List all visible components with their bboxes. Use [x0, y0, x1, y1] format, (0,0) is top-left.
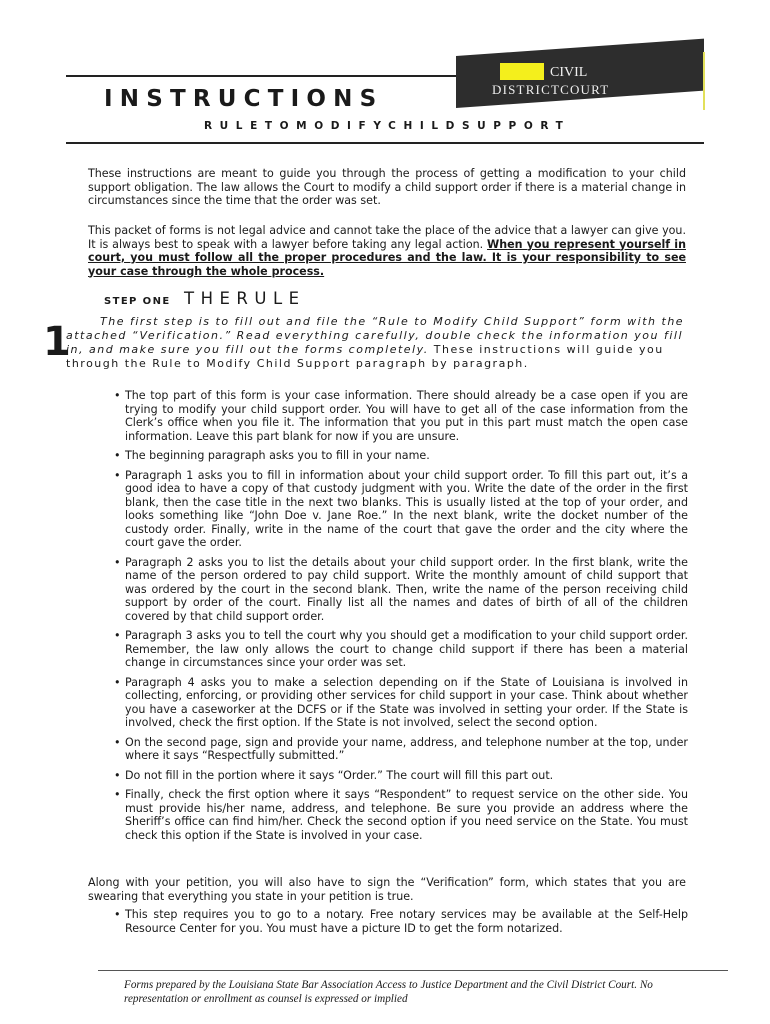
step-label: STEP ONE [104, 296, 171, 307]
page-subtitle: RULETOMODIFYCHILDSUPPORT [204, 120, 571, 132]
court-logo-yellow-block [500, 63, 544, 80]
step-intro-italic: The first step is to fill out and file the “Rule to Modify Child Support” form with the attached “Verification.” Read everything carefully, double check the information you fill in, and make sure you fill out the forms completely. [66, 315, 685, 356]
header-rule-top [66, 75, 456, 77]
intro-paragraph-1: These instructions are meant to guide you through the process of getting a modification to your child support obligation. The law allows the Court to modify a child support order if there is a material change in circumstances since the time that the order was set. [88, 167, 686, 207]
list-item: • Paragraph 1 asks you to fill in information about your child support order. To fill this part out, it’s a good idea to have a copy of that custody judgment with you. Write the date of the order in the first blank, then the case title in the next two blanks. This is usually listed at the top of your order, and looks something like “John Doe v. Jane Roe.” In the next blank, write the docket number of the custody order. Finally, write in the name of the court that gave the order and the city where the court gave the order. [114, 469, 688, 550]
list-item: • Paragraph 4 asks you to make a selection depending on if the State of Louisiana is involved in collecting, enforcing, or providing other services for child support in your case. Think about whether you have a caseworker at the DCFS or if the State was involved in setting your order. If the State is involved, check the first option. If the State is not involved, select the second option. [114, 676, 688, 730]
list-item: • Do not fill in the portion where it says “Order.” The court will fill this part out. [114, 769, 688, 783]
footer-rule [98, 970, 728, 971]
list-item: • This step requires you to go to a notary. Free notary services may be available at the Self-Help Resource Center for you. You must have a picture ID to get the form notarized. [114, 908, 688, 935]
intro-paragraph-2-text: This packet of forms is not legal advice and cannot take the place of the advice that a lawyer can give you. It is always best to speak with a lawyer before taking any legal action. [88, 224, 686, 251]
step-intro-plain: These instructions will guide you through the Rule to Modify Child Support paragraph by paragraph. [66, 343, 664, 370]
list-item: • On the second page, sign and provide your name, address, and telephone number at the top, under where it says “Respectfully submitted.” [114, 736, 688, 763]
closing-paragraph: Along with your petition, you will also have to sign the “Verification” form, which states that you are swearing that everything you state in your petition is true. [88, 876, 686, 903]
footer-note: Forms prepared by the Louisiana State Bar Association Access to Justice Department and the Civil District Court. No representation or enrollment as counsel is expressed or implied [124, 979, 653, 1005]
step-title: THERULE [184, 289, 306, 308]
court-logo-district: DISTRICTCOURT [492, 82, 610, 97]
header-rule-bottom [66, 142, 704, 144]
instruction-list [114, 389, 688, 848]
page-title: INSTRUCTIONS [104, 86, 384, 112]
closing-list [114, 908, 688, 935]
intro-paragraph-2-emphasis: When you represent yourself in court, you must follow all the proper procedures and the law. It is your responsibility to see your case through the whole process. [88, 237, 686, 278]
step-number: 1 [43, 319, 71, 365]
list-item: • Finally, check the first option where it says “Respondent” to request service on the other side. You must provide his/her name, address, and telephone. Be sure you provide an address where the Sheriff’s office can find him/her. Check the second option if you need service on the State. You must check this option if the State is involved in your case. [114, 788, 688, 842]
list-item: • Paragraph 2 asks you to list the details about your child support order. In the first blank, write the name of the person ordered to pay child support. Write the monthly amount of child support that was ordered by the court in the second blank. Then, write the name of the person receiving child support by order of the court. Finally list all the names and dates of birth of all of the children covered by that child support order. [114, 556, 688, 624]
list-item: • The beginning paragraph asks you to fill in your name. [114, 449, 688, 463]
court-logo-edge [703, 52, 705, 110]
court-logo-civil: CIVIL [550, 65, 588, 80]
intro-paragraph-2 [88, 224, 686, 278]
list-item: • Paragraph 3 asks you to tell the court why you should get a modification to your child support order. Remember, the law only allows the court to change child support if there has been a material change in circumstances since your order was set. [114, 629, 688, 670]
step-intro [66, 315, 692, 371]
list-item: • The top part of this form is your case information. There should already be a case open if you are trying to modify your child support order. You will have to get all of the case information from the Clerk’s office when you file it. The information that you put in this part must match the open case information. Leave this part blank for now if you are unsure. [114, 389, 688, 443]
